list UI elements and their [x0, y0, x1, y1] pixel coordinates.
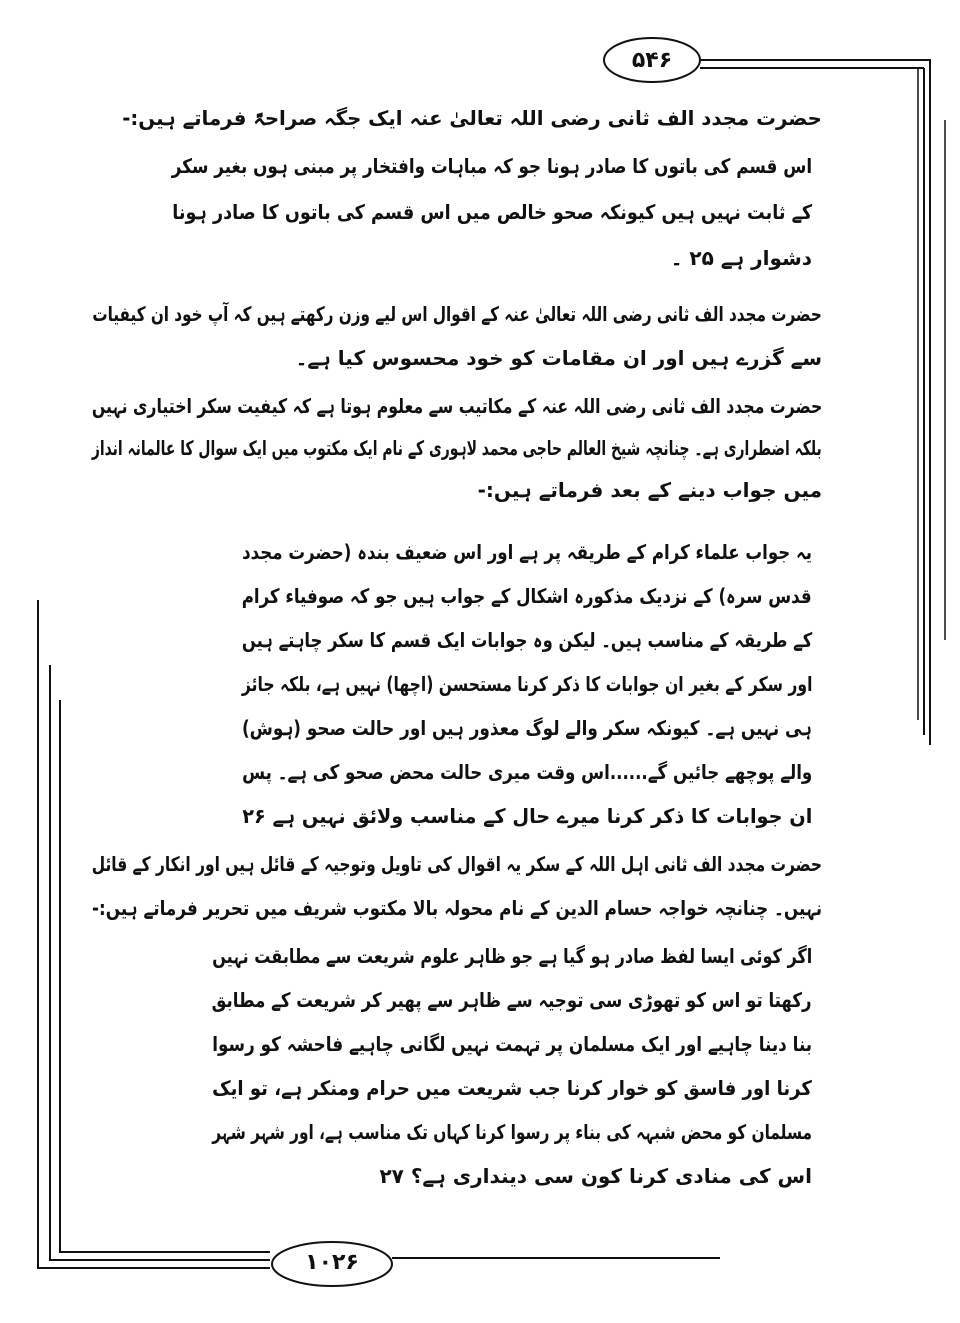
text-line: رکھتا تو اس کو تھوڑی سی توجیہ سے ظاہر سے پھیر کر شریعت کے مطابق — [212, 988, 812, 1012]
top-page-number: ۵۴۶ — [631, 47, 673, 73]
quote-2 — [242, 540, 812, 850]
text-line: نہیں۔ چنانچہ خواجہ حسام الدین کے نام محولہ بالا مکتوب شریف میں تحریر فرماتے ہیں:- — [91, 896, 822, 920]
text-line: اس کی منادی کرنا کون سی دینداری ہے؟ ۲۷ — [379, 1164, 812, 1188]
bottom-page-number: ۱۰۲۶ — [305, 1249, 359, 1275]
text-line: کے ثابت نہیں ہیں کیونکہ صحو خالص میں اس قسم کی باتوں کا صادر ہونا — [172, 200, 812, 224]
paragraph-4 — [92, 852, 822, 942]
text-line: اور سکر کے بغیر ان جوابات کا ذکر کرنا مستحسن (اچھا) نہیں ہے، بلکہ جائز — [241, 672, 812, 696]
paragraph-2 — [92, 302, 822, 382]
quote-3 — [212, 944, 812, 1224]
paragraph-intro-1 — [122, 106, 822, 146]
text-line: یہ جواب علماء کرام کے طریقہ پر ہے اور اس ضعیف بندہ (حضرت مجدد — [242, 540, 812, 564]
text-line: ان جوابات کا ذکر کرنا میرے حال کے مناسب ولائق نہیں ہے ۲۶ — [241, 804, 812, 828]
text-line: سے گزرے ہیں اور ان مقامات کو خود محسوس کیا ہے۔ — [295, 346, 822, 370]
text-line: میں جواب دینے کے بعد فرماتے ہیں:- — [477, 478, 822, 502]
paragraph-3 — [92, 394, 822, 524]
quote-1 — [172, 154, 812, 294]
text-line: حضرت مجدد الف ثانی رضی اللہ تعالیٰ عنہ ایک جگہ صراحۃً فرماتے ہیں:- — [122, 106, 822, 130]
text-line: کے طریقہ کے مناسب ہیں۔ لیکن وہ جوابات ایک قسم کا سکر چاہتے ہیں — [241, 628, 812, 652]
text-line: دشوار ہے ۲۵ ۔ — [670, 246, 812, 270]
text-line: بنا دینا چاہیے اور ایک مسلمان پر تہمت نہیں لگانی چاہیے فاحشہ کو رسوا — [212, 1032, 812, 1056]
text-line: بلکہ اضطراری ہے۔ چنانچہ شیخ العالم حاجی محمد لاہوری کے نام ایک مکتوب میں ایک سوال کا عالمانہ انداز — [92, 436, 822, 460]
text-line: قدس سرہ) کے نزدیک مذکورہ اشکال کے جواب ہیں جو کہ صوفیاء کرام — [242, 584, 812, 608]
text-line: اس قسم کی باتوں کا صادر ہونا جو کہ مباہات وافتخار پر مبنی ہوں بغیر سکر — [171, 154, 812, 178]
text-line: حضرت مجدد الف ثانی رضی اللہ عنہ کے مکاتیب سے معلوم ہوتا ہے کہ کیفیت سکر اختیاری نہیں — [91, 394, 822, 418]
text-line: حضرت مجدد الف ثانی اہل اللہ کے سکر یہ اقوال کی تاویل وتوجیہ کے قائل ہیں اور انکار کے قائل — [91, 852, 822, 876]
text-line: مسلمان کو محض شبہہ کی بناء پر رسوا کرنا کہاں تک مناسب ہے، اور شہر شہر — [212, 1120, 812, 1144]
text-line: حضرت مجدد الف ثانی رضی اللہ تعالیٰ عنہ کے اقوال اس لیے وزن رکھتے ہیں کہ آپ خود ان کیفیات — [92, 302, 822, 326]
text-line: اگر کوئی ایسا لفظ صادر ہو گیا ہے جو ظاہر علوم شریعت سے مطابقت نہیں — [211, 944, 812, 968]
text-line: والے پوچھے جائیں گے......اس وقت میری حالت محض صحو کی ہے۔ پس — [241, 760, 812, 784]
text-line: کرنا اور فاسق کو خوار کرنا جب شریعت میں حرام ومنکر ہے، تو ایک — [212, 1076, 812, 1100]
text-line: ہی نہیں ہے۔ کیونکہ سکر والے لوگ معذور ہیں اور حالت صحو (ہوش) — [242, 716, 812, 740]
